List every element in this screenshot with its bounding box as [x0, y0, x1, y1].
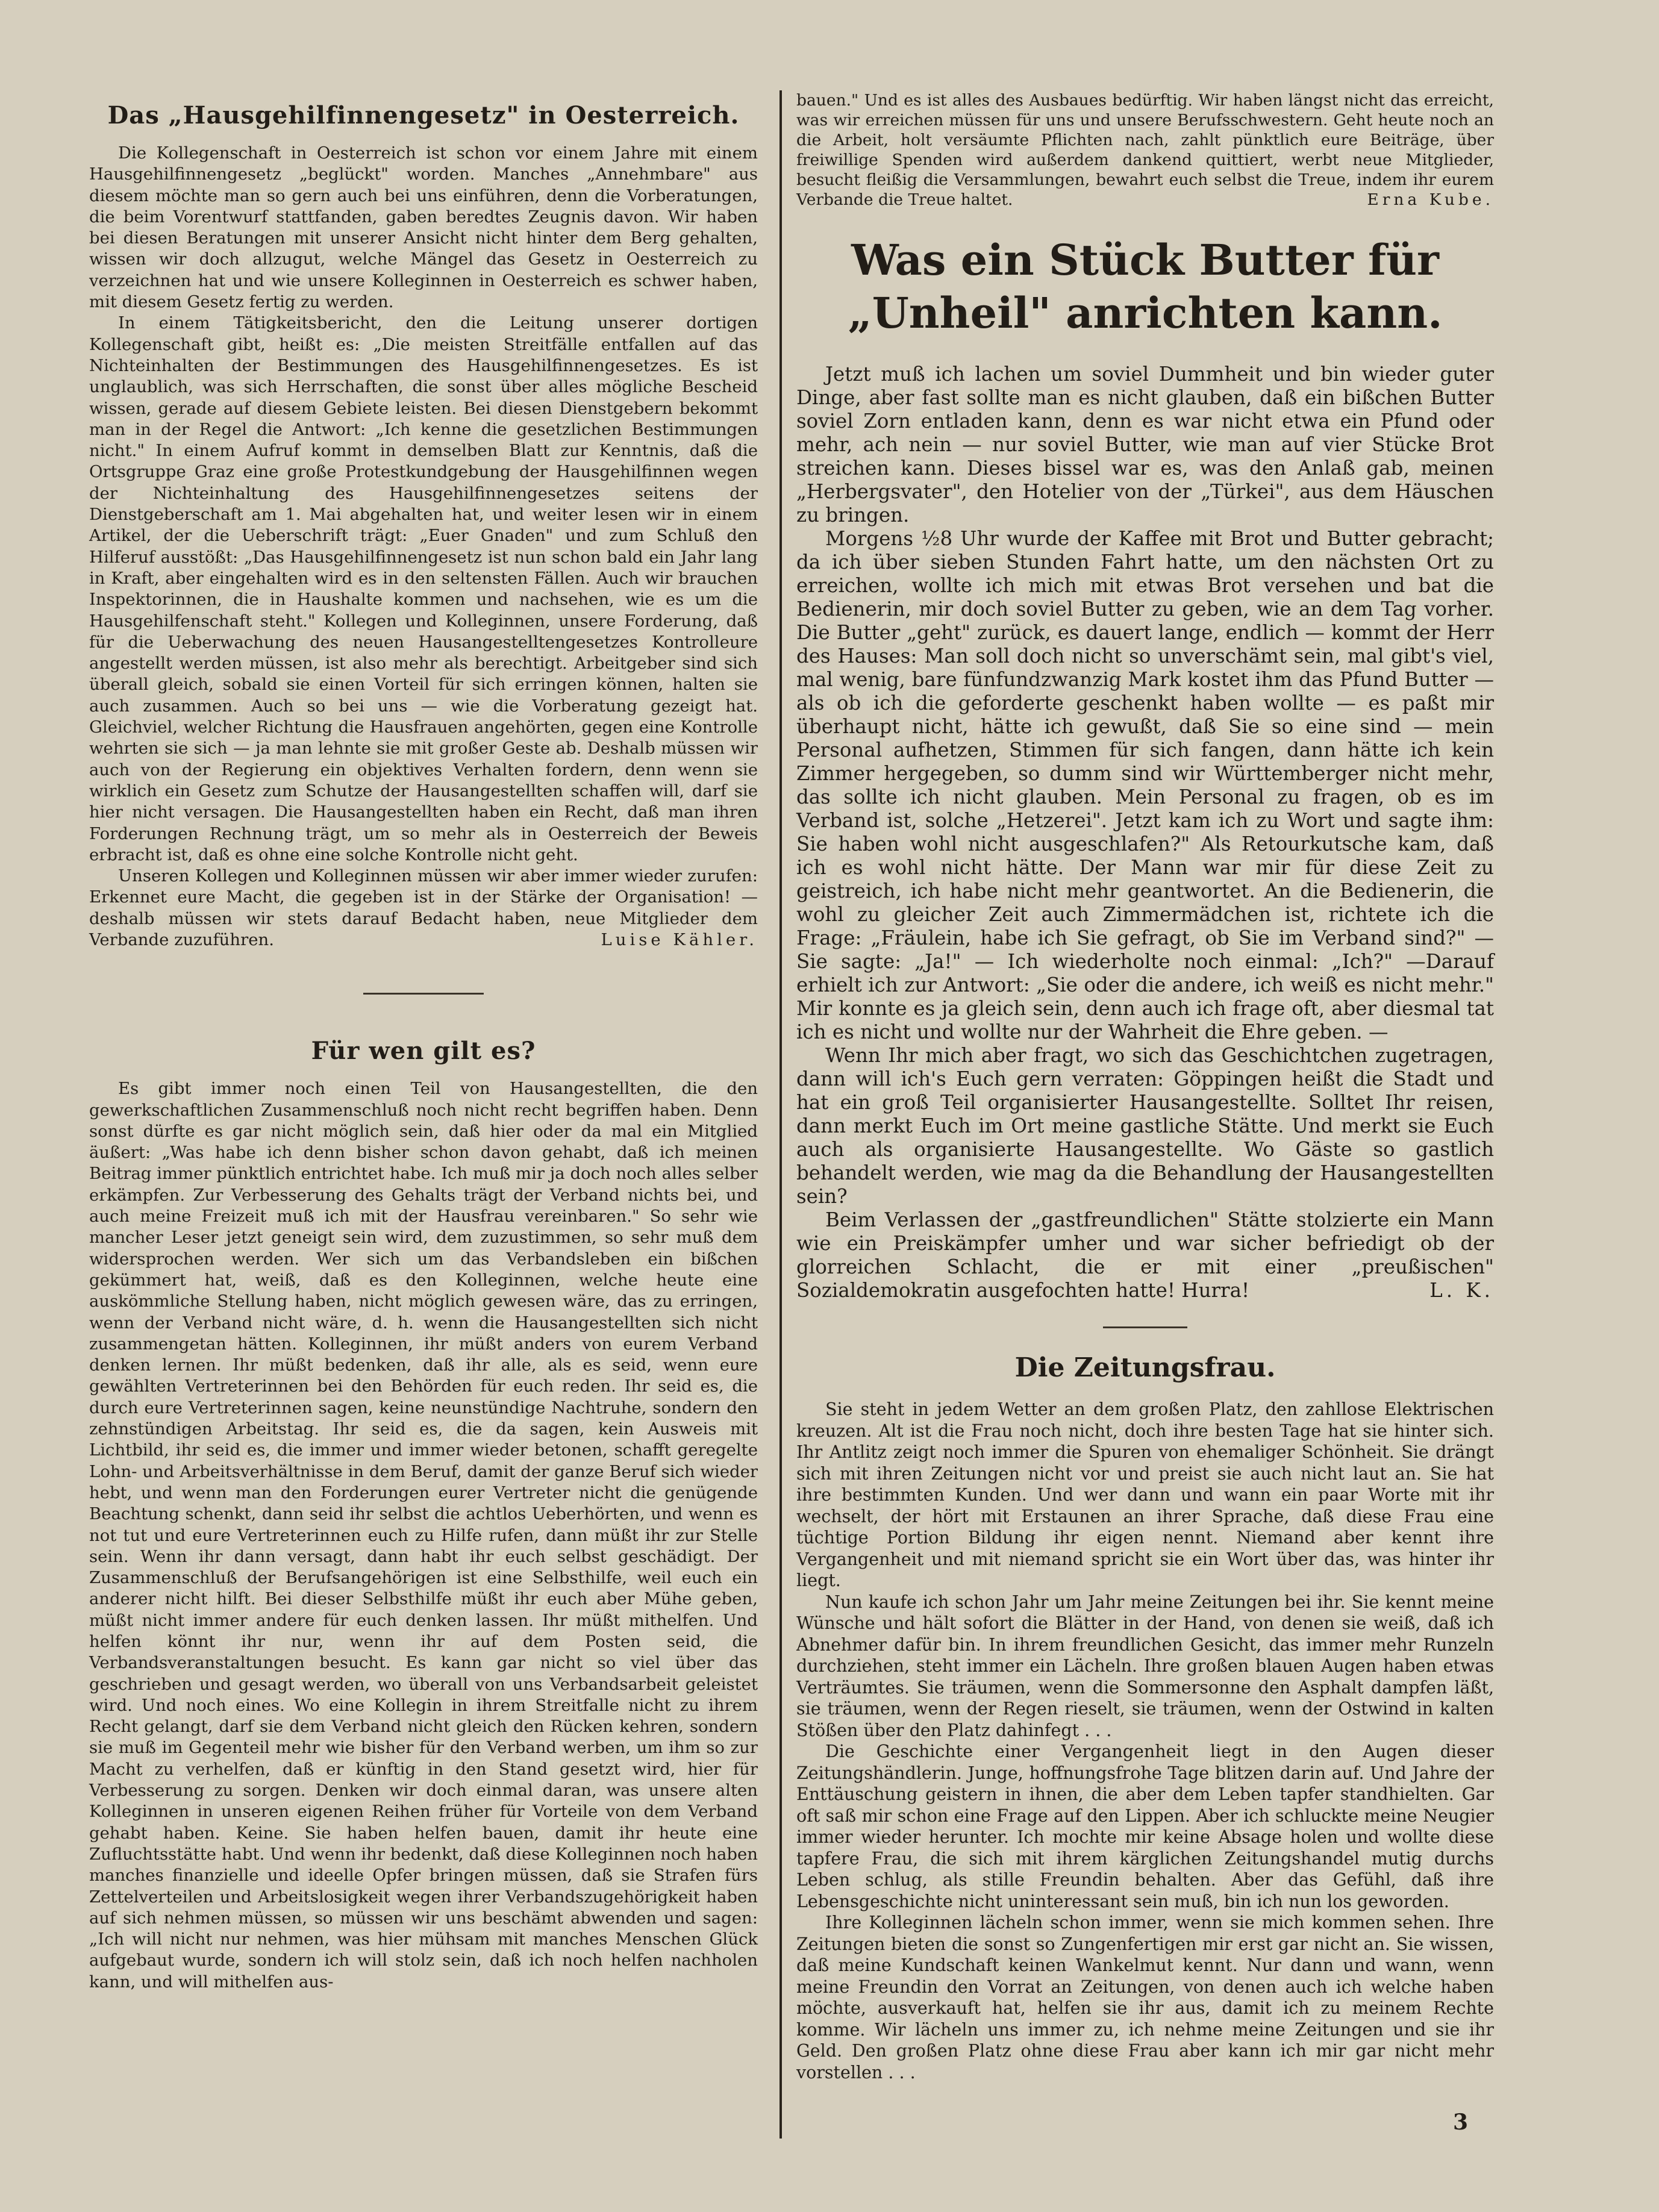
author-signature: L. K. — [1429, 1279, 1494, 1302]
column-rule — [780, 90, 782, 2139]
article-hausgehilfinnengesetz — [89, 101, 758, 951]
paragraph-text: Unseren Kollegen und Kolleginnen müssen wir aber immer wieder zurufen: Erkennet eure Macht, die gegeben ist in der Stärke der Organisation! — deshalb müssen wir stets darauf Bedacht haben, neue Mitglieder dem Verbande zuzuführen. — [89, 866, 758, 949]
paragraph-text: Beim Verlassen der „gastfreundlichen" Stätte stolzierte ein Mann wie ein Preiskämpfer umher und war sicher befriedigt ob der glorreichen Schlacht, die er mit einer „preußischen" Sozialdemokratin ausgefochten hatte! Hurra! — [796, 1208, 1494, 1302]
paragraph-text: bauen." Und es ist alles des Ausbaues bedürftig. Wir haben längst nicht das erreicht, was wir erreichen müssen für uns und unsere Berufsschwestern. Geht heute noch an die Arbeit, holt versäumte Pflichten nach, zahlt pünktlich eure Beiträge, über freiwillige Spenden wird außerdem dankend quittiert, werbt neue Mitglieder, besucht fleißig die Versammlungen, bewahrt euch selbst die Treue, indem ihr eurem Verbande die Treue haltet. — [796, 91, 1494, 209]
section-divider — [1103, 1326, 1187, 1328]
article-title: Für wen gilt es? — [311, 1037, 536, 1066]
paragraph: Die Kollegenschaft in Oesterreich ist schon vor einem Jahre mit einem Hausgehilfinnengesetz „beglückt" worden. Manches „Annehmbare" aus diesem möchte man so gern auch bei uns einführen, denn die Vorberatungen, die beim Vorentwurf stattfanden, gaben beredtes Zeugnis davon. Wir haben bei diesen Beratungen mit unserer Ansicht nicht hinter dem Berg gehalten, wissen wir doch allzugut, welche Mängel das Gesetz in Oesterreich zu verzeichnen hat und wie unsere Kolleginnen in Oesterreich es schwer haben, mit diesem Gesetz fertig zu werden. — [89, 143, 758, 312]
paragraph: Es gibt immer noch einen Teil von Hausangestellten, die den gewerkschaftlichen Zusammenschluß noch nicht recht begriffen haben. Denn sonst dürfte es gar nicht möglich sein, daß hier oder da mal ein Mitglied äußert: „Was habe ich denn bisher schon davon gehabt, daß ich meinen Beitrag immer pünktlich entrichtet habe. Ich muß mir ja doch noch alles selber erkämpfen. Zur Verbesserung des Gehalts trägt der Verband nichts bei, und auch meine Freizeit muß ich mit der Hausfrau vereinbaren." So sehr wie mancher Leser jetzt geneigt sein wird, dem zuzustimmen, so sehr muß dem widersprochen werden. Wer sich um das Verbandsleben ein bißchen gekümmert hat, weiß, daß es den Kolleginnen, welche heute eine auskömmliche Stellung haben, nicht möglich gewesen wäre, das zu erringen, wenn der Verband nicht wäre, d. h. wenn die Hausangestellten sich nicht zusammengetan hätten. Kolleginnen, ihr müßt anders von eurem Verband denken lernen. Ihr müßt bedenken, daß ihr alle, als es seid, wenn eure gewählten Vertreterinnen bei den Behörden für euch reden. Ihr seid es, die durch eure Vertreterinnen sagen, keine neunstündige Nachtruhe, sondern den zehnstündigen Arbeitstag. Ihr seid es, die da sagen, kein Ausweis mit Lichtbild, ihr seid es, die immer und immer wieder betonen, schafft geregelte Lohn- und Arbeitsverhältnisse in dem Beruf, damit der ganze Beruf sich wieder hebt, und wenn man den Forderungen eurer Vertreter nicht die genügende Beachtung schenkt, dann seid ihr selbst die achtlos Ueberhörten, und wenn es not tut und eure Vertreterinnen euch zu Hilfe rufen, dann müßt ihr zur Stelle sein. Wenn ihr dann versagt, dann habt ihr euch selbst geschädigt. Der Zusammenschluß der Berufsangehörigen ist eine Selbsthilfe, weil euch ein anderer nicht hilft. Bei dieser Selbsthilfe müßt ihr euch aber Mühe geben, müßt nicht immer andere für euch denken lassen. Ihr müßt mithelfen. Und helfen könnt ihr nur, wenn ihr auf dem Posten seid, die Verbandsveranstaltungen besucht. Es kann gar nicht so viel über das geschrieben und gesagt werden, wo überall von uns Verbandsarbeit geleistet wird. Und noch eines. Wo eine Kollegin in ihrem Streitfalle nicht zu ihrem Recht gelangt, darf sie dem Verband nicht gleich den Rücken kehren, sondern sie muß im Gegenteil mehr wie bisher für den Verband werben, um ihm so zur Macht zu verhelfen, daß er künftig in den Stand gesetzt wird, hier für Verbesserung zu sorgen. Denken wir doch einmal daran, was unsere alten Kolleginnen in unseren eigenen Reihen früher für Vorteile von dem Verband gehabt haben. Keine. Sie haben helfen bauen, damit ihr heute eine Zufluchtsstätte habt. Und wenn ihr bedenkt, daß diese Kolleginnen noch haben manches finanzielle und ideelle Opfer bringen müssen, daß sie Strafen fürs Zettelverteilen und Arbeitslosigkeit wegen ihrer Verbandszugehörigkeit haben auf sich nehmen müssen, so müssen wir uns beschämt abwenden und sagen: „Ich will nicht nur nehmen, was hier mühsam mit manches Menschen Glück aufgebaut wurde, sondern ich will stolz sein, daß ich noch helfen nachholen kann, und will mithelfen aus- — [89, 1079, 758, 1992]
paragraph: In einem Tätigkeitsbericht, den die Leitung unserer dortigen Kollegenschaft gibt, heißt es: „Die meisten Streitfälle entfallen auf das Nichteinhalten der Bestimmungen des Hausgehilfinnengesetzes. Es ist unglaublich, was sich Herrschaften, die sonst über alles mögliche Bescheid wissen, gerade auf diesem Gebiete leisten. Bei diesen Dienstgebern bekommt man in der Regel die Antwort: „Ich kenne die gesetzlichen Bestimmungen nicht." In einem Aufruf kommt in demselben Blatt zur Kenntnis, daß die Ortsgruppe Graz eine große Protestkundgebung der Hausgehilfinnen wegen der Nichteinhaltung des Hausgehilfinnengesetzes seitens der Dienstgeberschaft am 1. Mai abgehalten hat, und weiter lesen wir in einem Artikel, der die Ueberschrift trägt: „Euer Gnaden" und zum Schluß den Hilferuf ausstößt: „Das Hausgehilfinnengesetz ist nun schon bald ein Jahr lang in Kraft, aber eingehalten wird es in den seltensten Fällen. Auch wir brauchen Inspektorinnen, die in Haushalte kommen und nachsehen, wie es um die Hausgehilfenschaft steht." Kollegen und Kolleginnen, unsere Forderung, daß für die Ueberwachung des neuen Hausangestelltengesetzes Kontrolleure angestellt werden müssen, ist also mehr als berechtigt. Arbeitgeber sind sich überall gleich, sobald sie einen Vorteil für sich erringen können, halten sie auch zusammen. Auch so bei uns — wie die Vorberatung gezeigt hat. Gleichviel, welcher Richtung die Hausfrauen angehörten, gegen eine Kontrolle wehrten sie sich — ja man lehnte sie mit großer Geste ab. Deshalb müssen wir auch von der Regierung ein objektives Verhalten fordern, denn wenn sie wirklich ein Gesetz zum Schutze der Hausangestellten schaffen will, darf sie hier nicht versagen. Die Hausangestellten haben ein Recht, daß man ihren Forderungen Rechnung trägt, um so mehr als in Oesterreich der Beweis erbracht ist, daß es ohne eine solche Kontrolle nicht geht. — [89, 313, 758, 864]
section-divider — [363, 993, 484, 995]
article-continuation — [796, 90, 1494, 210]
paragraph: Wenn Ihr mich aber fragt, wo sich das Geschichtchen zugetragen, dann will ich's Euch gern verraten: Göppingen heißt die Stadt und hat ein groß Teil organisierter Hausangestellte. Solltet Ihr reisen, dann merkt Euch im Ort meine gastliche Stätte. Und merkt sie Euch auch als organisierte Hausangestellte. Wo Gäste so gastlich behandelt werden, wie mag da die Behandlung der Hausangestellten sein? — [796, 1044, 1494, 1208]
paragraph — [796, 1208, 1494, 1302]
author-signature: Erna Kube. — [1367, 190, 1494, 209]
paragraph: Morgens ½8 Uhr wurde der Kaffee mit Brot und Butter gebracht; da ich über sieben Stunden Fahrt hatte, um den nächsten Ort zu erreichen, wollte ich mich mit etwas Brot versehen und bat die Bedienerin, mir doch soviel Butter zu geben, wie an dem Tag vorher. Die Butter „geht" zurück, es dauert lange, endlich — kommt der Herr des Hauses: Man soll doch nicht so unverschämt sein, mal gibt's viel, mal wenig, bare fünfundzwanzig Mark kostet ihm das Pfund Butter — als ob ich die geforderte geschenkt haben wollte — es paßt mir überhaupt nicht, hätte ich gewußt, daß Sie so eine sind — mein Personal aufhetzen, Stimmen für sich fangen, dann hätte ich kein Zimmer hergegeben, so dumm sind wir Württemberger nicht mehr, das sollte ich nicht glauben. Mein Personal zu fragen, ob es im Verband ist, solche „Hetzerei". Jetzt kam ich zu Wort und sagte ihm: Sie haben wohl nicht ausgeschlafen?" Als Retourkutsche kam, daß ich es wohl nicht hätte. Der Mann war mir für diese Zeit zu geistreich, ich habe nicht mehr geantwortet. An die Bedienerin, die wohl zu gleicher Zeit auch Zimmermädchen ist, richtete ich die Frage: „Fräulein, habe ich Sie gefragt, ob Sie im Verband sind?" — Sie sagte: „Ja!" — Ich wiederholte noch einmal: „Ich?" —Darauf erhielt ich zur Antwort: „Sie oder die andere, ich weiß es nicht mehr." Mir konnte es ja gleich sein, denn auch ich frage oft, aber diesmal tat ich es nicht und wollte nur der Wahrheit die Ehre geben. — — [796, 527, 1494, 1043]
right-column — [796, 90, 1494, 2083]
paragraph — [796, 90, 1494, 210]
page-number: 3 — [1453, 2110, 1469, 2135]
paragraph: Sie steht in jedem Wetter an dem großen Platz, den zahllose Elektrischen kreuzen. Alt ist die Frau noch nicht, doch ihre besten Tage hat sie hinter sich. Ihr Antlitz zeigt noch immer die Spuren von ehemaliger Schönheit. Sie drängt sich mit ihren Zeitungen nicht vor und preist sie auch nicht laut an. Sie hat ihre bestimmten Kunden. Und wer dann und wann ein paar Worte mit ihr wechselt, der hört mit Erstaunen an ihrer Sprache, daß diese Frau eine tüchtige Portion Bildung ihr eigen nennt. Niemand aber kennt ihre Vergangenheit und mit niemand spricht sie ein Wort über das, was hinter ihr liegt. — [796, 1399, 1494, 1590]
article-zeitungsfrau — [796, 1352, 1494, 2083]
paragraph: Ihre Kolleginnen lächeln schon immer, wenn sie mich kommen sehen. Ihre Zeitungen bieten die sonst so Zungenfertigen mir erst gar nicht an. Sie wissen, daß meine Kundschaft keinen Wankelmut kennt. Nur dann und wann, wenn meine Freundin den Vorrat an Zeitungen, von denen auch ich welche haben möchte, ausverkauft hat, helfen sie ihr aus, damit ich zu meinem Rechte komme. Wir lächeln uns immer zu, ich nehme meine Zeitungen und sie ihr Geld. Den großen Platz ohne diese Frau aber kann ich mir gar nicht mehr vorstellen . . . — [796, 1913, 1494, 2082]
article-fuer-wen-gilt-es — [89, 1037, 758, 1993]
paragraph: Jetzt muß ich lachen um soviel Dummheit und bin wieder guter Dinge, aber fast sollte man es nicht glauben, daß ein bißchen Butter soviel Zorn entladen kann, denn es war nicht etwa ein Pfund oder mehr, ach nein — nur soviel Butter, wie man auf vier Stücke Brot streichen kann. Dieses bissel war es, was den Anlaß gab, meinen „Herbergsvater", den Hotelier von der „Türkei", aus dem Häuschen zu bringen. — [796, 363, 1494, 526]
article-title: Die Zeitungsfrau. — [1014, 1352, 1276, 1383]
article-title: Das „Hausgehilfinnengesetz" in Oesterreich. — [107, 101, 740, 130]
paragraph: Die Geschichte einer Vergangenheit liegt in den Augen dieser Zeitungshändlerin. Junge, hoffnungsfrohe Tage blitzen darin auf. Und Jahre der Enttäuschung geistern in ihnen, die aber dem Leben tapfer standhielten. Gar oft saß mir schon eine Frage auf den Lippen. Aber ich schluckte meine Neugier immer wieder herunter. Ich mochte mir keine Absage holen und wollte diese tapfere Frau, die sich mit ihrem kärglichen Zeitungshandel mutig durchs Leben schlug, als stille Freundin behalten. Aber das Gefühl, daß ihre Lebensgeschichte nicht uninteressant sein muß, bin ich nun los geworden. — [796, 1742, 1494, 1911]
left-column — [89, 101, 758, 1993]
paragraph — [89, 866, 758, 951]
article-title: Was ein Stück Butter für „Unheil" anrichten kann. — [848, 235, 1443, 338]
article-stueck-butter — [796, 234, 1494, 1302]
paragraph: Nun kaufe ich schon Jahr um Jahr meine Zeitungen bei ihr. Sie kennt meine Wünsche und hält sofort die Blätter in der Hand, von denen sie weiß, daß ich Abnehmer dafür bin. In ihrem freundlichen Gesicht, das immer mehr Runzeln durchziehen, steht immer ein Lächeln. Ihre großen blauen Augen haben etwas Verträumtes. Sie träumen, wenn die Sommersonne den Asphalt dampfen läßt, sie träumen, wenn der Regen rieselt, sie träumen, wenn der Ostwind in kalten Stößen über den Platz dahinfegt . . . — [796, 1592, 1494, 1740]
author-signature: Luise Kähler. — [601, 929, 758, 949]
